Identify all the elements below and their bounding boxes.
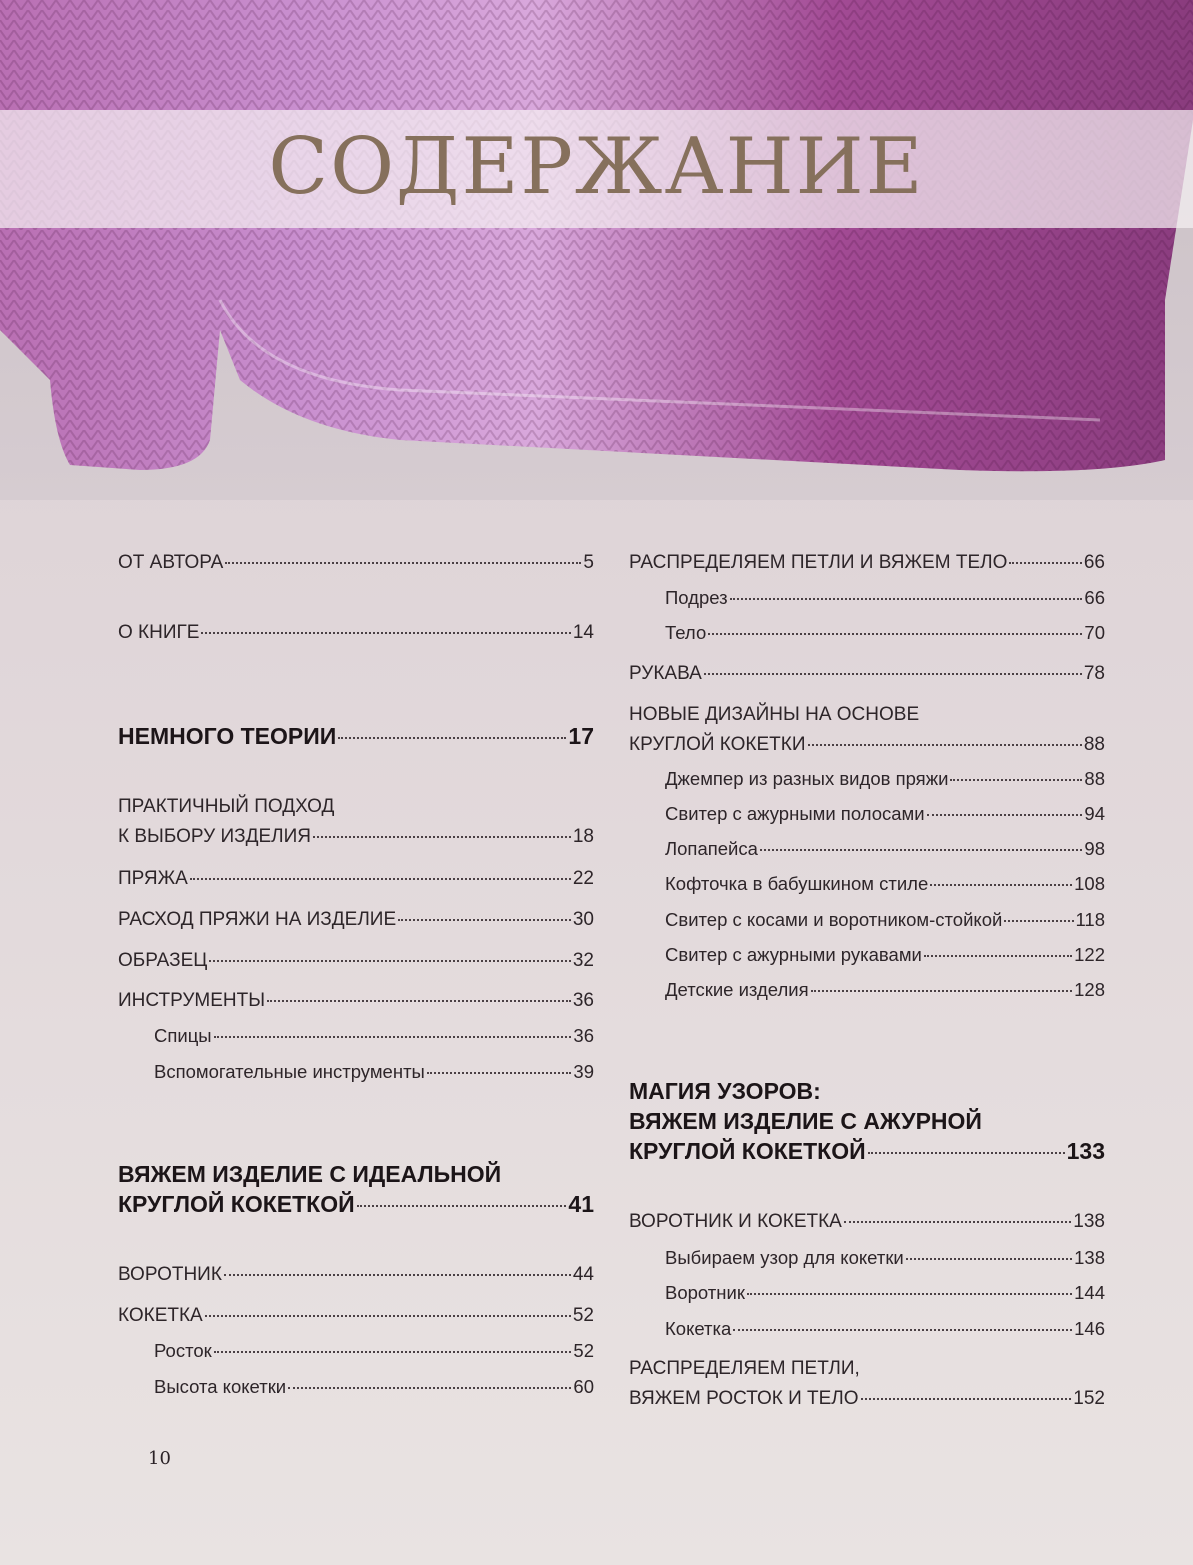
entry-label: Выбираем узор для кокетки [665,1247,904,1268]
toc-subentry[interactable] [665,905,1105,935]
header-photo [0,0,1193,500]
leader-dots [760,848,1083,851]
entry-label: ПРЯЖА [118,868,188,889]
entry-page: 39 [573,1061,594,1082]
leader-dots [313,835,571,838]
entry-label: Свитер с косами и воротником-стойкой [665,909,1003,930]
toc-subentry[interactable] [154,1021,594,1051]
toc-entry[interactable] [629,700,1105,760]
leader-dots [708,632,1082,635]
entry-label: Лопапейса [665,838,758,859]
entry-page: 44 [572,1264,594,1285]
toc-subentry[interactable] [154,1372,594,1402]
entry-page: 36 [572,990,594,1011]
entry-page: 144 [1074,1282,1105,1303]
toc-subentry[interactable] [154,1336,594,1366]
entry-label: ИНСТРУМЕНТЫ [118,990,266,1011]
entry-label: Кокетка [665,1318,732,1339]
entry-label: РАСХОД ПРЯЖИ НА ИЗДЕЛИЕ [118,909,397,930]
leader-dots [730,597,1083,600]
toc-entry[interactable] [118,864,594,894]
entry-label-line: МАГИЯ УЗОРОВ: [629,1078,821,1104]
entry-page: 52 [572,1305,594,1326]
entry-label: Тело [665,622,707,643]
toc-subentry[interactable] [665,869,1105,899]
toc-subentry[interactable] [665,1278,1105,1308]
leader-dots [1009,561,1082,564]
leader-dots [209,959,571,962]
toc-section-heading[interactable] [118,721,594,751]
leader-dots [205,1314,571,1317]
entry-label: КОКЕТКА [118,1305,203,1326]
entry-label: Вспомогательные инструменты [154,1061,425,1082]
entry-label-line: ПРАКТИЧНЫЙ ПОДХОД [118,796,335,817]
entry-page: 108 [1074,873,1105,894]
entry-page: 18 [572,826,594,847]
toc-subentry[interactable] [665,583,1105,613]
leader-dots [427,1071,572,1074]
entry-page: 5 [583,552,594,573]
entry-page: 22 [572,868,594,889]
entry-page: 66 [1083,552,1105,573]
entry-label: Воротник [665,1282,745,1303]
entry-page: 70 [1084,622,1105,643]
entry-label: ОТ АВТОРА [118,552,224,573]
leader-dots [811,989,1073,992]
leader-dots [357,1204,567,1207]
leader-dots [338,736,566,739]
toc-entry[interactable] [118,1260,594,1290]
toc-entry[interactable] [629,1207,1105,1237]
leader-dots [201,631,570,634]
entry-label: Высота кокетки [154,1376,287,1397]
entry-page: 30 [572,909,594,930]
entry-page: 88 [1084,768,1105,789]
entry-page: 66 [1084,587,1105,608]
entry-page: 88 [1083,734,1105,755]
toc-section-heading[interactable] [629,1076,1105,1166]
entry-label: ВОРОТНИК [118,1264,222,1285]
entry-label-line: ВЯЖЕМ ИЗДЕЛИЕ С АЖУРНОЙ [629,1108,982,1134]
toc-entry[interactable] [118,548,594,578]
entry-label-line: РАСПРЕДЕЛЯЕМ ПЕТЛИ, [629,1358,860,1379]
leader-dots [927,813,1083,816]
entry-label: КРУГЛОЙ КОКЕТКОЙ [629,1138,866,1164]
page-number: 10 [148,1448,171,1469]
entry-page: 14 [572,622,594,643]
leader-dots [190,877,571,880]
toc-subentry[interactable] [154,1057,594,1087]
entry-page: 98 [1084,838,1105,859]
leader-dots [930,883,1072,886]
entry-page: 133 [1066,1138,1105,1164]
toc-section-heading[interactable] [118,1159,594,1219]
leader-dots [844,1220,1071,1223]
toc-entry[interactable] [118,986,594,1016]
entry-page: 122 [1074,944,1105,965]
entry-label: Детские изделия [665,979,809,1000]
entry-label: Свитер с ажурными рукавами [665,944,922,965]
leader-dots [214,1350,572,1353]
leader-dots [950,778,1082,781]
toc-entry[interactable] [118,792,594,852]
toc-subentry[interactable] [665,799,1105,829]
entry-page: 52 [573,1340,594,1361]
entry-page: 78 [1083,663,1105,684]
leader-dots [747,1292,1072,1295]
entry-label: Росток [154,1340,212,1361]
toc-subentry[interactable] [665,975,1105,1005]
entry-label: К ВЫБОРУ ИЗДЕЛИЯ [118,826,311,847]
entry-label-line: ВЯЖЕМ ИЗДЕЛИЕ С ИДЕАЛЬНОЙ [118,1161,502,1187]
toc-entry[interactable] [118,1301,594,1331]
leader-dots [288,1386,571,1389]
entry-label: НЕМНОГО ТЕОРИИ [118,723,337,749]
toc-entry[interactable] [629,1354,1105,1414]
leader-dots [733,1328,1072,1331]
entry-label: Подрез [665,587,728,608]
entry-label: ОБРАЗЕЦ [118,950,208,971]
leader-dots [225,561,581,564]
entry-page: 36 [573,1025,594,1046]
entry-page: 41 [568,1191,594,1217]
entry-page: 32 [572,950,594,971]
entry-page: 146 [1074,1318,1105,1339]
leader-dots [704,672,1082,675]
entry-label: О КНИГЕ [118,622,200,643]
page-title: СОДЕРЖАНИЕ [268,122,925,212]
entry-label: КРУГЛОЙ КОКЕТКОЙ [118,1191,355,1217]
leader-dots [861,1397,1072,1400]
leader-dots [267,999,571,1002]
entry-label: Кофточка в бабушкином стиле [665,873,929,894]
toc-subentry[interactable] [665,1243,1105,1273]
entry-label: Свитер с ажурными полосами [665,803,925,824]
leader-dots [214,1035,572,1038]
entry-label-line: НОВЫЕ ДИЗАЙНЫ НА ОСНОВЕ [629,704,920,725]
entry-label: РАСПРЕДЕЛЯЕМ ПЕТЛИ И ВЯЖЕМ ТЕЛО [629,552,1008,573]
toc-entry[interactable] [118,618,594,648]
entry-label: ВОРОТНИК И КОКЕТКА [629,1211,842,1232]
entry-label: РУКАВА [629,663,702,684]
toc-entry[interactable] [629,548,1105,578]
leader-dots [868,1151,1065,1154]
sweater-illustration [0,0,1193,480]
leader-dots [906,1257,1072,1260]
leader-dots [398,918,571,921]
leader-dots [924,954,1072,957]
entry-page: 152 [1073,1388,1105,1409]
toc-subentry[interactable] [665,1314,1105,1344]
toc-subentry[interactable] [665,834,1105,864]
toc-subentry[interactable] [665,618,1105,648]
entry-label: Спицы [154,1025,212,1046]
leader-dots [1004,919,1073,922]
entry-page: 118 [1075,909,1105,930]
entry-page: 138 [1073,1211,1105,1232]
entry-label: КРУГЛОЙ КОКЕТКИ [629,734,806,755]
toc-subentry[interactable] [665,764,1105,794]
entry-label: ВЯЖЕМ РОСТОК И ТЕЛО [629,1388,859,1409]
toc-entry[interactable] [118,946,594,976]
entry-page: 138 [1074,1247,1105,1268]
entry-page: 128 [1074,979,1105,1000]
toc-subentry[interactable] [665,940,1105,970]
leader-dots [808,743,1082,746]
entry-page: 17 [568,723,594,749]
entry-label: Джемпер из разных видов пряжи [665,768,949,789]
leader-dots [224,1273,571,1276]
toc-entry[interactable] [118,905,594,935]
toc-entry[interactable] [629,659,1105,689]
entry-page: 94 [1084,803,1105,824]
entry-page: 60 [573,1376,594,1397]
